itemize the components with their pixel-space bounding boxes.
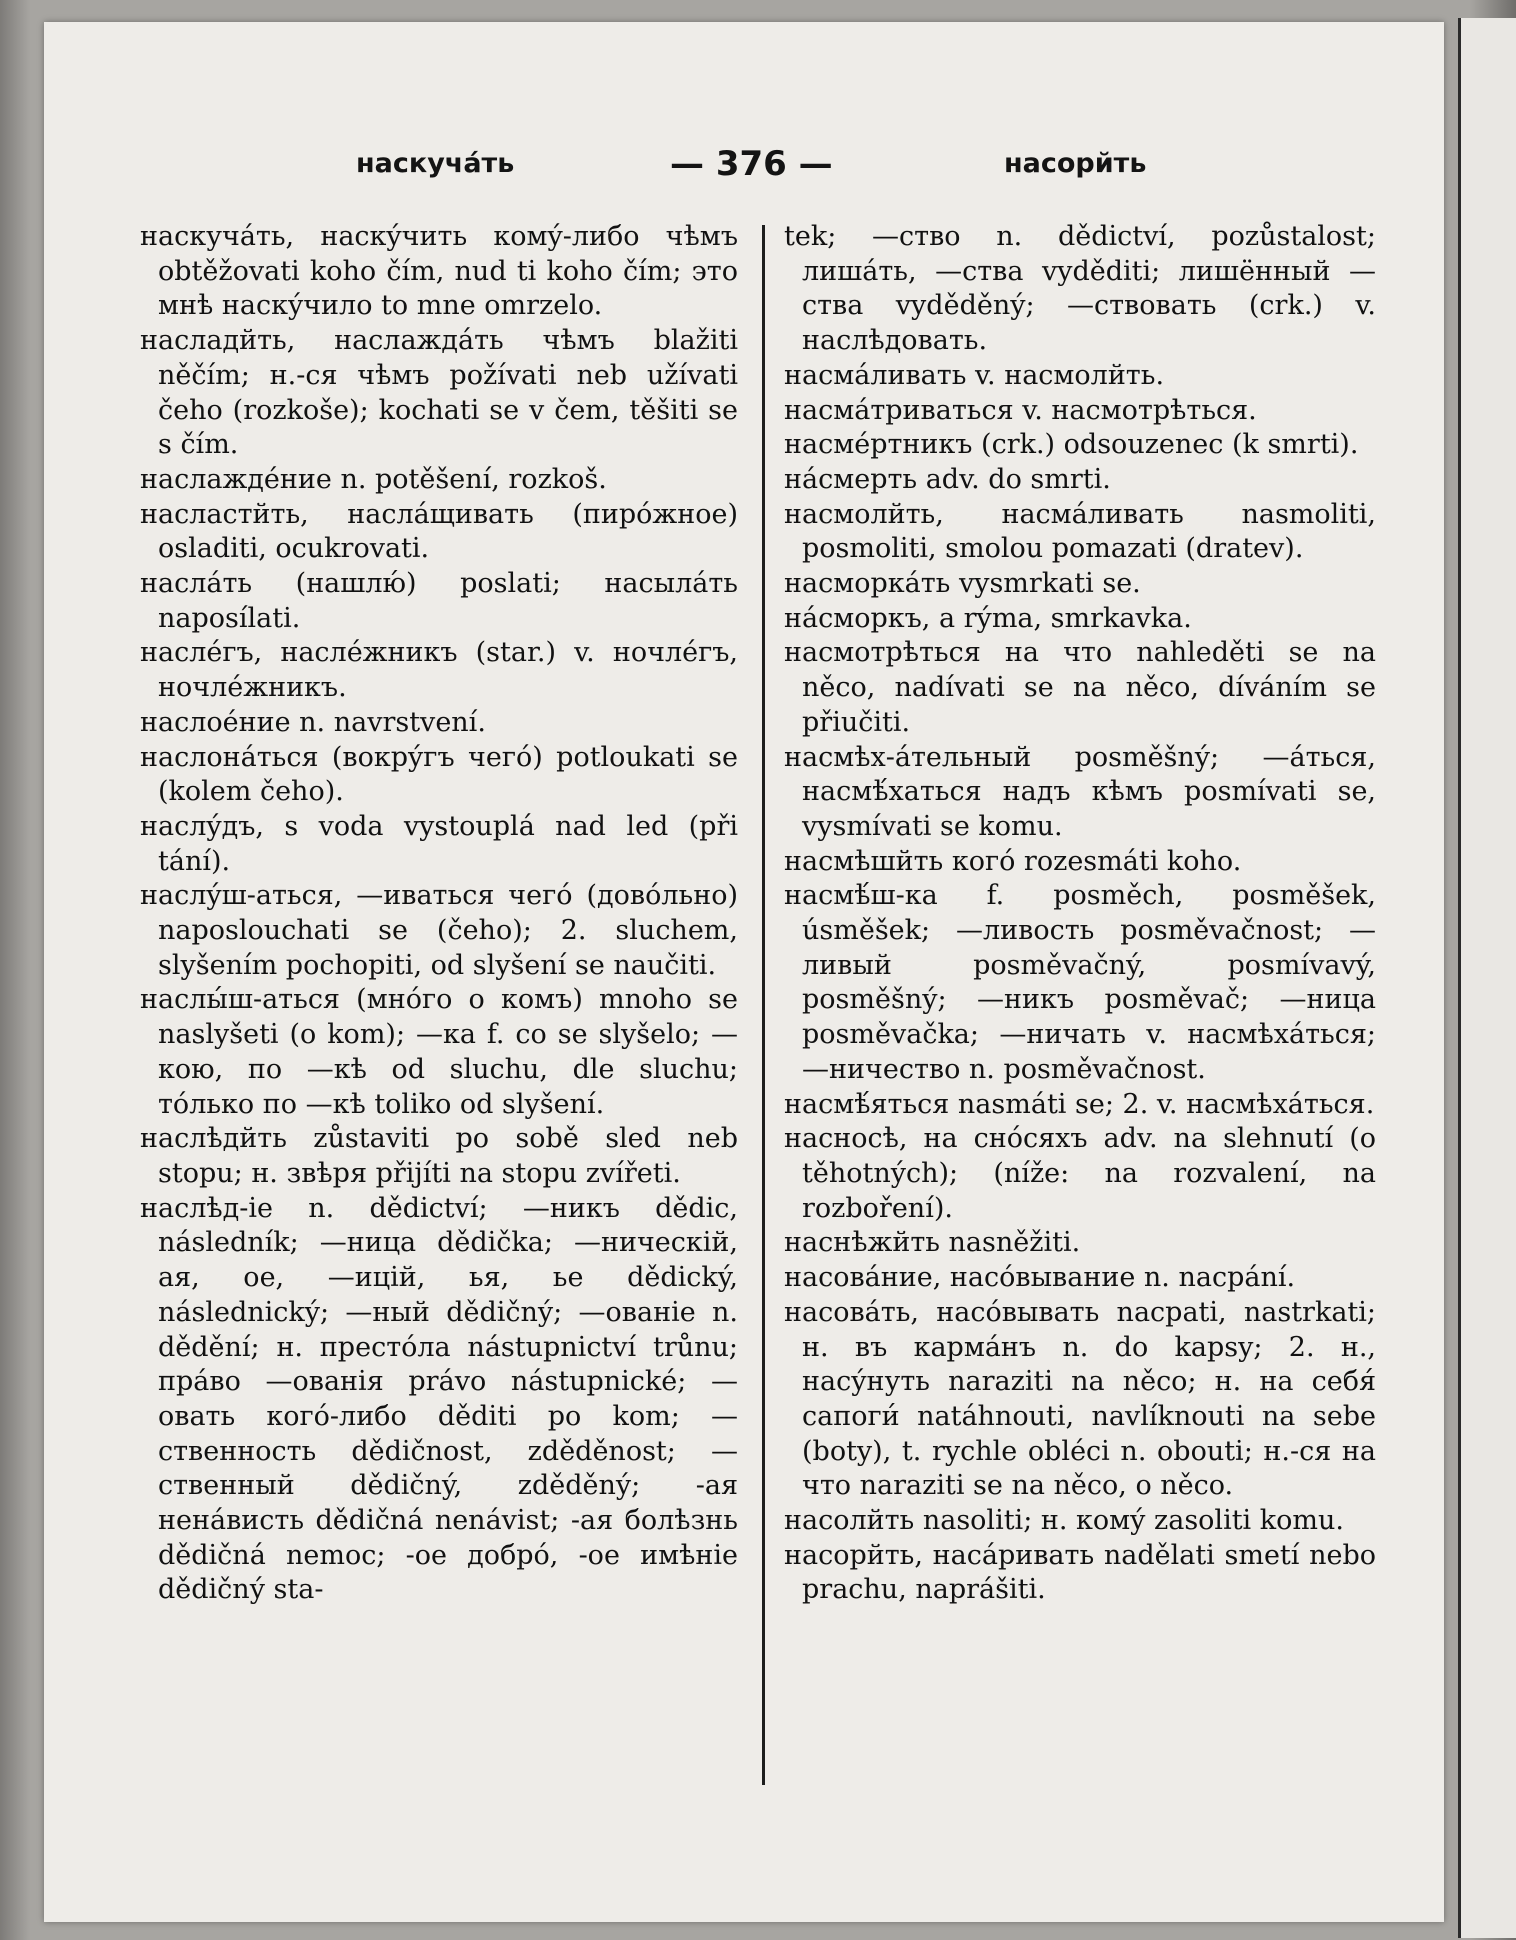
dictionary-entry: наслýдъ, s voda vystouplá nad led (při tání).: [140, 810, 738, 877]
dictionary-entry: насмотрѣться на что nahleděti se na něco, nadívati se na něco, díváním se přiučiti.: [784, 637, 1376, 738]
page-number: — 376 —: [670, 144, 833, 184]
dictionary-entry: насовáть, насóвывать nacpati, nastrkati; н. въ кармáнъ n. do kapsy; 2. н., насýнуть naraziti na něco; н. на себя́ сапоги́ natáhnouti, navlíknouti na sebe (boty), t. rychle obléci n. obouti; н.-ся на что naraziti se na něco, o něco.: [784, 1296, 1376, 1502]
dictionary-entry: наслѣд-ie n. dědictví; —никъ dědic, následník; —ница dědička; —ничеcкiй, ая, ое, —ицiй, ья, ье dědický, následnický; —ный dědičný; —ованie n. dědění; н. престóла nástupnictví trůnu; прáво —ованiя právo nástupnické; —овать когó-либо děditi po kom; —ственность dědičnost, zděděnost; —ственный dědičný, zděděný; -ая ненáвисть dědičná nenávist; -ая болѣзнь dědičná nemoc; -ое добрó, -ое имѣнie dědičný sta-: [140, 1192, 738, 1606]
dictionary-entry: насмолйть, насмáливать nasmoliti, posmoliti, smolou pomazati (dratev).: [784, 498, 1376, 565]
dictionary-entry: наслáть (нашлю́) poslati; насылáть naposílati.: [140, 568, 738, 634]
dictionary-entry: наслýш-аться, —иваться чегó (довóльно) naposlouchati se (čeho); 2. sluchem, slyšením pochopiti, od slyšení se naučiti.: [140, 880, 738, 981]
dictionary-entry: наслаждéние n. potěšení, rozkoš.: [140, 463, 607, 495]
dictionary-entry: наслоéние n. navrstvení.: [140, 706, 486, 738]
dictionary-entry: насмѣх-áтельный posměšný; —áться, насмѣ́хаться надъ кѣмъ posmívati se, vysmívati se komu.: [784, 741, 1376, 842]
left-column: [140, 220, 738, 1608]
dictionary-entry: насморкáть vysmrkati se.: [784, 568, 1141, 600]
dictionary-entry: насовáние, насóвывание n. nacpání.: [784, 1262, 1296, 1294]
right-column: [784, 220, 1376, 1608]
dictionary-entry: наслы́ш-аться (мнóго о комъ) mnoho se naslyšeti (o kom); —ка f. co se slyšelo; —кою, по —кѣ od sluchu, dle sluchu; тóлько по —кѣ toliko od slyšení.: [140, 984, 738, 1120]
dictionary-entry: нáсморкъ, a rýma, smrkavka.: [784, 602, 1192, 634]
dictionary-entry: насмѣ́яться nasmáti se; 2. v. насмѣхáться.: [784, 1088, 1375, 1120]
dictionary-entry: наскучáть, наскýчить комý-либо чѣмъ obtěžovati koho čím, nud ti koho čím; это мнѣ наскýчило to mne omrzelo.: [140, 221, 738, 322]
dictionary-entry: наслéгъ, наслéжникъ (star.) v. ночлéгъ, ночлéжникъ.: [140, 637, 738, 704]
dictionary-entry: tek; —ство n. dědictví, pozůstalost; лишáть, —ства vyděditi; лишённый —ства vyděděný; —ствовать (crk.) v. наслѣдовать.: [784, 221, 1376, 357]
dictionary-entry: нáсмерть adv. do smrti.: [784, 463, 1111, 495]
dictionary-entry: насмáтриваться v. насмотрѣться.: [784, 394, 1257, 426]
dictionary-entry: наснѣжйть nasněžiti.: [784, 1227, 1081, 1259]
dictionary-entry: насорйть, насáривать nadělati smetí nebo prachu, naprášiti.: [784, 1539, 1376, 1606]
dictionary-entry: наслѣдйть zůstaviti po sobě sled neb stopu; н. звѣря přijíti na stopu zvířeti.: [140, 1123, 738, 1189]
dictionary-entry: насмѣшйть когó rozesmáti koho.: [784, 845, 1242, 877]
dictionary-entry: насносѣ, на снóсяхъ adv. na slehnutí (o těhotných); (níže: na rozvalení, na rozboření).: [784, 1123, 1376, 1224]
dictionary-entry: насладйть, наслаждáть чѣмъ blažiti něčím; н.-ся чѣмъ požívati neb užívati čeho (rozkoše); kochati se v čem, těšiti se s čím.: [140, 325, 738, 461]
dictionary-entry: насмéртникъ (crk.) odsouzenec (k smrti).: [784, 429, 1359, 461]
dictionary-entry: насмáливать v. насмолйть.: [784, 359, 1165, 391]
dictionary-entry: насолйть nasoliti; н. комý zasoliti komu.: [784, 1505, 1344, 1537]
header-first-word: наскучáть: [356, 148, 515, 179]
adjacent-page-edge: [1458, 18, 1516, 1938]
dictionary-entry: насластйть, наслáщивать (пирóжное) osladiti, ocukrovati.: [140, 498, 738, 565]
header-last-word: насорйть: [1004, 148, 1147, 179]
dictionary-entry: насмѣ́ш-ка f. posměch, posměšek, úsměšek; —ливость posměvačnost; —ливый posměvačný, posmívavý, posměšný; —никъ posměvač; —ница posměvačka; —ничать v. насмѣхáться; —ничество n. posměvačnost.: [784, 880, 1376, 1085]
column-divider: [762, 225, 765, 1785]
dictionary-entry: наслонáться (вокрýгъ чегó) potloukati se (kolem čeho).: [140, 741, 738, 808]
page-header: [44, 144, 1444, 184]
